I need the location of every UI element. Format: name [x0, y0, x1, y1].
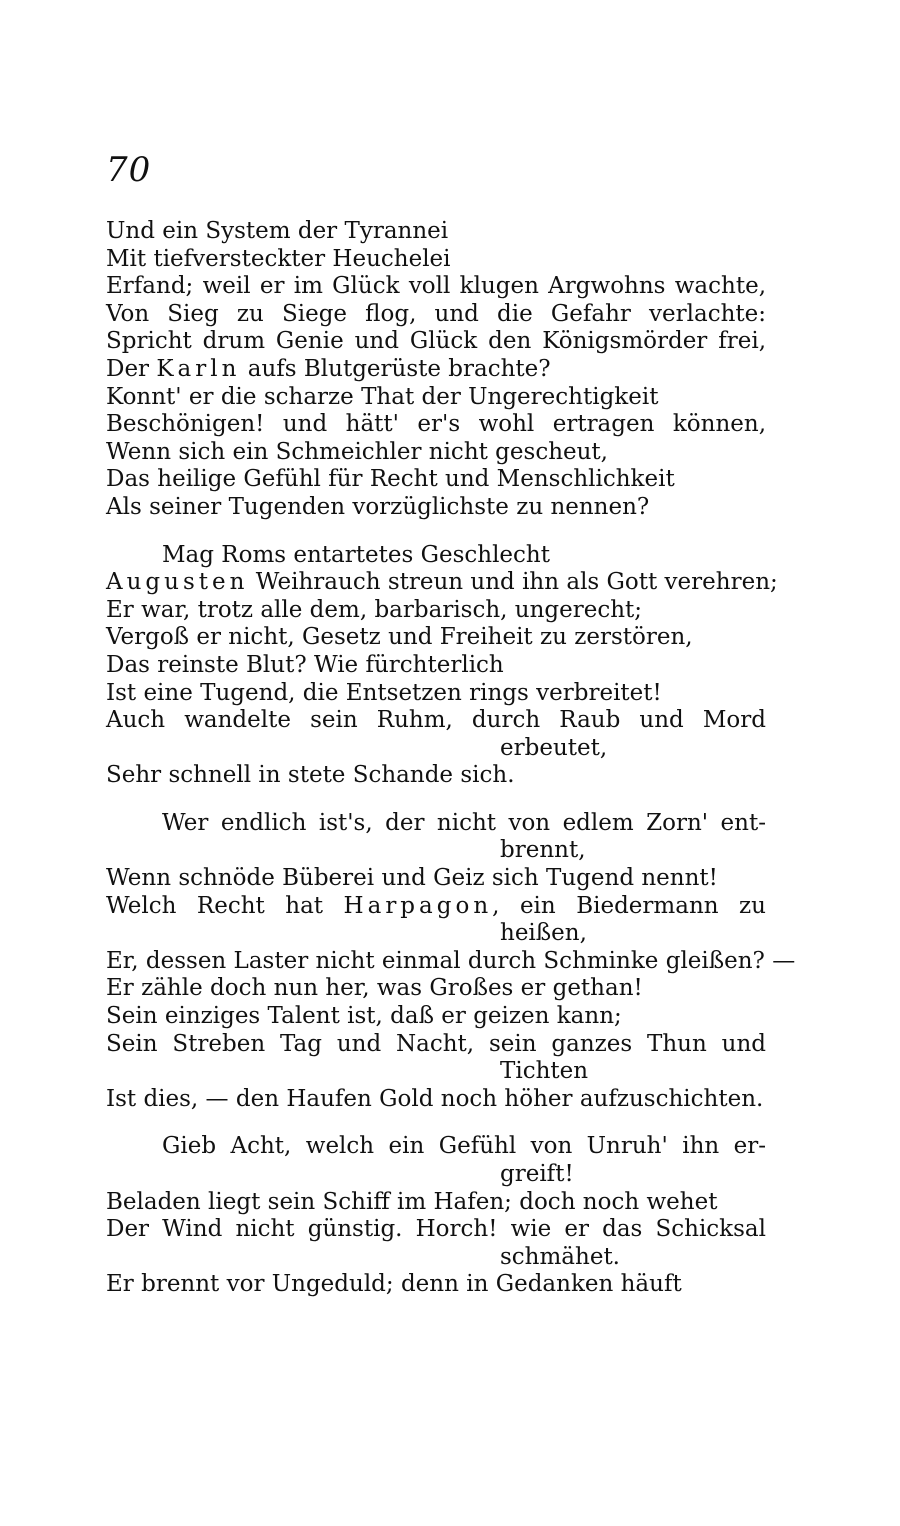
text-line: Das reinste Blut? Wie fürchterlich: [106, 651, 504, 678]
text-line: Wer endlich ist's, der nicht von edlem Zorn' ent-: [162, 809, 766, 836]
text-line: Er zähle doch nun her, was Großes er gethan!: [106, 975, 643, 1002]
text-line: Vergoß er nicht, Gesetz und Freiheit zu zerstören,: [106, 624, 693, 651]
text-line: Wenn schnöde Büberei und Geiz sich Tugend nennt!: [106, 865, 718, 892]
text-line: Mag Roms entartetes Geschlecht: [162, 541, 550, 568]
text-line: Ist eine Tugend, die Entsetzen rings verbreitet!: [106, 679, 662, 706]
text-line: Spricht drum Genie und Glück den Königsmörder frei,: [106, 328, 766, 355]
text-line: Sein einziges Talent ist, daß er geizen kann;: [106, 1003, 622, 1030]
text-line: Ist dies, — den Haufen Gold noch höher aufzuschichten.: [106, 1085, 764, 1112]
text-line: schmähet.: [500, 1243, 620, 1270]
text-line: Das heilige Gefühl für Recht und Menschlichkeit: [106, 466, 675, 493]
page-number: 70: [106, 150, 152, 190]
text-line: Erfand; weil er im Glück voll klugen Argwohns wachte,: [106, 273, 766, 300]
text-line: Der Wind nicht günstig. Horch! wie er das Schicksal: [106, 1216, 766, 1243]
text-line: Tichten: [500, 1058, 589, 1085]
text-line: Und ein System der Tyrannei: [106, 218, 449, 244]
text-line: greift!: [500, 1161, 574, 1187]
text-line: Auch wandelte sein Ruhm, durch Raub und Mord: [106, 707, 766, 734]
text-line: Beschönigen! und hätt' er's wohl ertragen können,: [106, 411, 766, 438]
name-augusten: Augusten: [106, 569, 249, 596]
text-line: Sehr schnell in stete Schande sich.: [106, 762, 515, 789]
text-line: Sein Streben Tag und Nacht, sein ganzes Thun und: [106, 1030, 766, 1057]
text-line: Er brennt vor Ungeduld; denn in Gedanken häuft: [106, 1271, 682, 1298]
text-line: Beladen liegt sein Schiff im Hafen; doch noch wehet: [106, 1188, 718, 1215]
text-line: Gieb Acht, welch ein Gefühl von Unruh' ihn er-: [162, 1133, 766, 1160]
text-line: Welch Recht hat Harpagon, ein Biedermann zu: [106, 892, 766, 919]
text-line: Er war, trotz alle dem, barbarisch, ungerecht;: [106, 596, 643, 623]
poem-text: [106, 218, 796, 1299]
name-harpagon: Harpagon: [343, 892, 493, 919]
text-line: Der Karln aufs Blutgerüste brachte?: [106, 355, 551, 382]
text-line: Mit tiefversteckter Heuchelei: [106, 245, 451, 272]
text-line: Wenn sich ein Schmeichler nicht gescheut,: [106, 438, 608, 465]
text-line: brennt,: [500, 837, 586, 864]
name-karln: Karln: [156, 355, 241, 382]
text-line: heißen,: [500, 920, 587, 947]
text-line: Als seiner Tugenden vorzüglichste zu nennen?: [106, 493, 650, 520]
text-line: Von Sieg zu Siege flog, und die Gefahr verlachte:: [106, 300, 766, 327]
text-line: erbeutet,: [500, 734, 608, 761]
text-line: Augusten Weihrauch streun und ihn als Gott verehren;: [106, 569, 778, 596]
text-line: Er, dessen Laster nicht einmal durch Schminke gleißen? —: [106, 947, 796, 974]
text-line: Konnt' er die scharze That der Ungerechtigkeit: [106, 383, 659, 410]
